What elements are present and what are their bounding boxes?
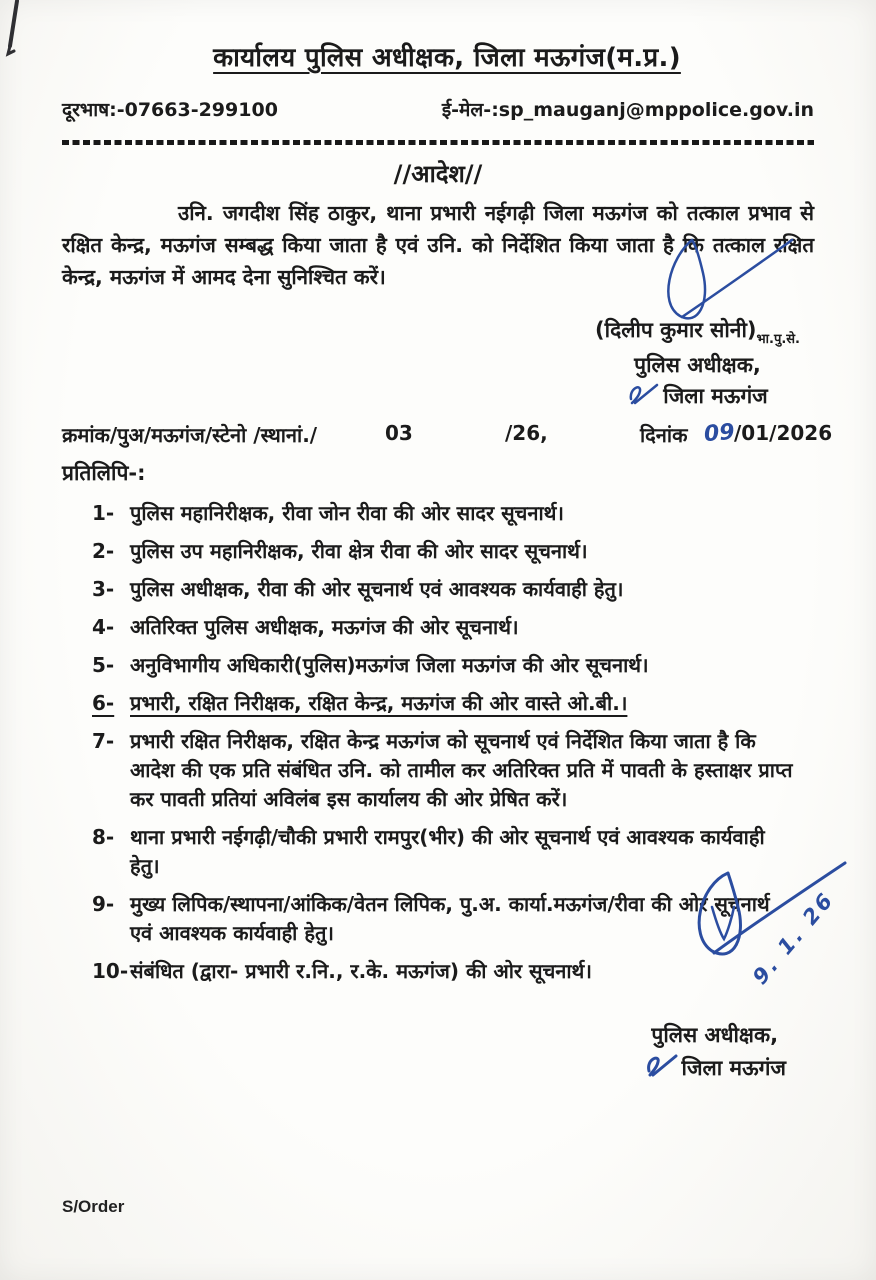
copy-item-number: 9- bbox=[92, 891, 115, 916]
email-label: ई-मेल-:sp_mauganj@mppolice.gov.in bbox=[441, 99, 814, 121]
signatory-district: जिला मऊगंज bbox=[663, 384, 768, 409]
copy-item-7 bbox=[92, 727, 814, 814]
date-label: दिनांक bbox=[640, 422, 688, 447]
copy-item-number: 7- bbox=[92, 728, 115, 753]
copy-item-text: प्रभारी, रक्षित निरीक्षक, रक्षित केन्द्र, मऊगंज की ओर वास्ते ओ.बी.। bbox=[130, 690, 628, 715]
copy-item-number: 2- bbox=[92, 538, 115, 563]
copy-item-text: थाना प्रभारी नईगढ़ी/चौकी प्रभारी रामपुर(भीर) की ओर सूचनार्थ एवं आवश्यक कार्यवाही हेतु। bbox=[130, 824, 765, 878]
bottom-signatory-block bbox=[644, 1020, 786, 1085]
date-value: /01/2026 bbox=[734, 420, 833, 445]
copy-item-4 bbox=[92, 613, 814, 642]
copy-item-text: पुलिस महानिरीक्षक, रीवा जोन रीवा की ओर सादर सूचनार्थ। bbox=[130, 500, 565, 525]
reference-year-suffix: /26, bbox=[505, 420, 548, 445]
bottom-signatory-district: जिला मऊगंज bbox=[681, 1056, 786, 1081]
footer-order-ref: S/Order bbox=[62, 1196, 125, 1216]
copy-item-text: अतिरिक्त पुलिस अधीक्षक, मऊगंज की ओर सूचनार्थ। bbox=[130, 614, 519, 639]
signature-squiggle-icon bbox=[627, 381, 661, 407]
copy-item-text: मुख्य लिपिक/स्थापना/आंकिक/वेतन लिपिक, पु.अ. कार्या.मऊगंज/रीवा की ओर सूचनार्थ एवं आवश्यक कार्यवाही हेतु। bbox=[130, 891, 770, 945]
reference-row bbox=[62, 419, 833, 455]
copy-to-label: प्रतिलिपि-: bbox=[62, 460, 146, 485]
copy-item-8 bbox=[92, 823, 814, 881]
copy-item-text: संबंधित (द्वारा- प्रभारी र.नि., र.के. मऊगंज) की ओर सूचनार्थ। bbox=[130, 958, 592, 983]
copy-item-text: अनुविभागीय अधिकारी(पुलिस)मऊगंज जिला मऊगंज की ओर सूचनार्थ। bbox=[130, 652, 649, 677]
office-title: कार्यालय पुलिस अधीक्षक, जिला मऊगंज(म.प्र.) bbox=[213, 43, 681, 73]
dashed-separator bbox=[62, 140, 814, 145]
copy-item-2 bbox=[92, 537, 814, 566]
bottom-signatory-designation: पुलिस अधीक्षक, bbox=[651, 1022, 779, 1047]
contact-row bbox=[62, 96, 814, 122]
phone-label: दूरभाष:-07663-299100 bbox=[62, 99, 278, 121]
bottom-signatory-district-line bbox=[644, 1051, 786, 1085]
copy-item-number: 4- bbox=[92, 614, 115, 639]
copy-list bbox=[92, 499, 814, 986]
copy-item-6 bbox=[92, 689, 814, 718]
copy-item-text: प्रभारी रक्षित निरीक्षक, रक्षित केन्द्र मऊगंज को सूचनार्थ एवं निर्देशित किया जाता है कि आदेश की एक प्रति संबंधित उनि. को तामील कर अतिरिक्त प्रति में पावती के हस्ताक्षर प्राप्त कर पावती प्रतियां अविलंब इस कार्यालय की ओर प्रेषित करें। bbox=[130, 728, 793, 811]
copy-item-number: 1- bbox=[92, 500, 115, 525]
signatory-block bbox=[595, 315, 800, 413]
order-body-paragraph: उनि. जगदीश सिंह ठाकुर, थाना प्रभारी नईगढ़ी जिला मऊगंज को तत्काल प्रभाव से रक्षित केन्द्र, मऊगंज सम्बद्ध किया जाता है एवं उनि. को निर्देशित किया जाता है कि तत्काल रक्षित केन्द्र, मऊगंज में आमद देना सुनिश्चित करें। bbox=[62, 201, 814, 289]
copy-item-10 bbox=[92, 957, 814, 986]
reference-number-value: 03 bbox=[385, 420, 413, 445]
signature-squiggle-icon bbox=[644, 1051, 680, 1079]
order-heading: //आदेश// bbox=[393, 160, 483, 188]
copy-item-text: पुलिस उप महानिरीक्षक, रीवा क्षेत्र रीवा की ओर सादर सूचनार्थ। bbox=[130, 538, 588, 563]
reference-number-label: क्रमांक/पुअ/मऊगंज/स्टेनो /स्थानां./ bbox=[62, 422, 318, 447]
copy-item-text: पुलिस अधीक्षक, रीवा की ओर सूचनार्थ एवं आवश्यक कार्यवाही हेतु। bbox=[130, 576, 624, 601]
copy-item-number: 8- bbox=[92, 824, 115, 849]
copy-item-5 bbox=[92, 651, 814, 680]
signatory-service: भा.पु.से. bbox=[756, 332, 800, 348]
handwritten-date-note: 9. 1. 26 bbox=[747, 886, 840, 990]
copy-item-9 bbox=[92, 890, 814, 948]
copy-item-1 bbox=[92, 499, 814, 528]
copy-item-number: 6- bbox=[92, 690, 115, 715]
copy-item-number: 10- bbox=[92, 958, 129, 983]
copy-item-number: 3- bbox=[92, 576, 115, 601]
signatory-name-line bbox=[595, 315, 800, 350]
copy-item-number: 5- bbox=[92, 652, 115, 677]
signatory-district-line bbox=[595, 381, 800, 413]
handwritten-date-day: 09 bbox=[702, 419, 736, 448]
copy-item-3 bbox=[92, 575, 814, 604]
signatory-designation: पुलिस अधीक्षक, bbox=[634, 352, 761, 377]
signatory-name: (दिलीप कुमार सोनी) bbox=[595, 318, 757, 343]
